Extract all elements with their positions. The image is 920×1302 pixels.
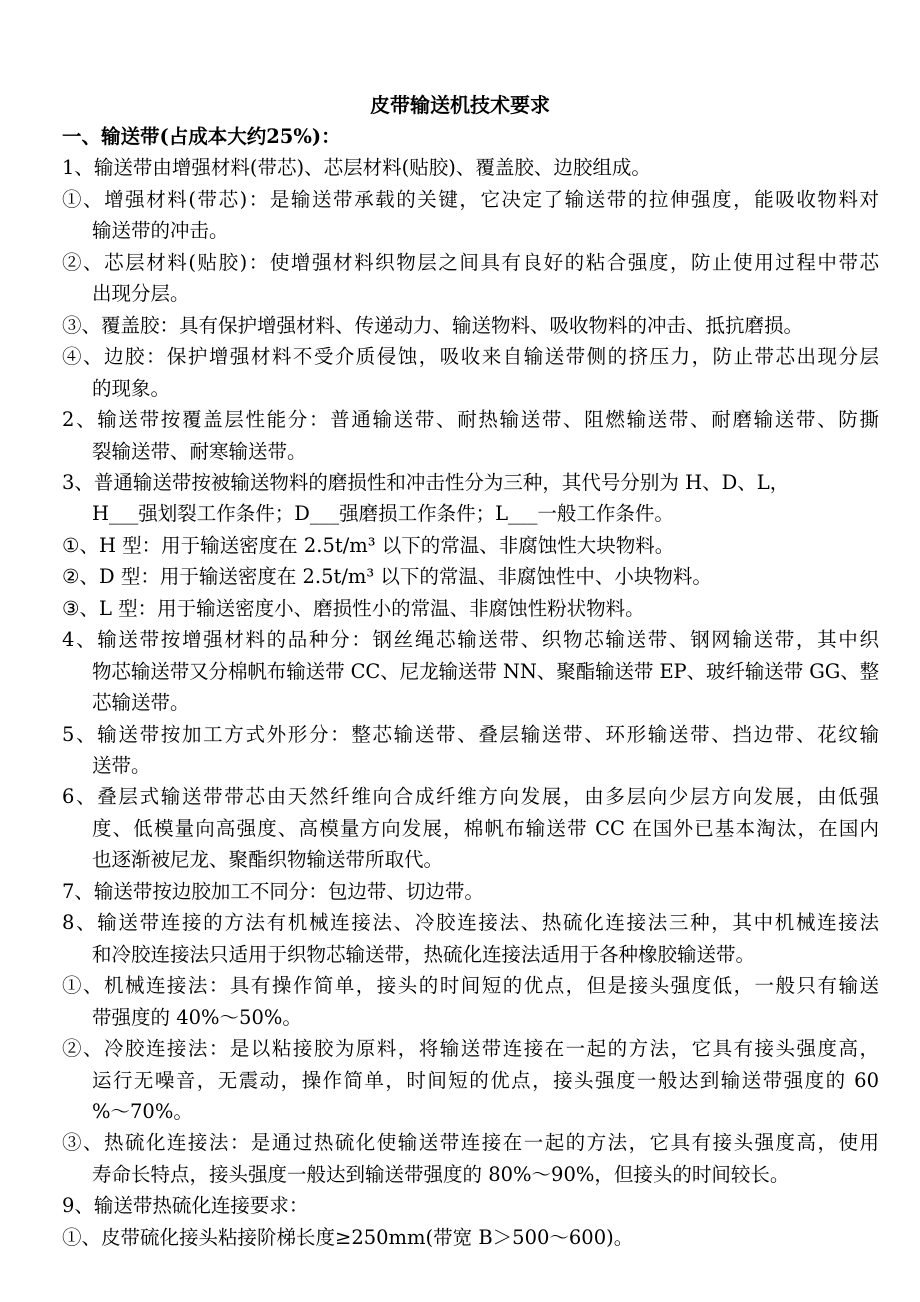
document-title: 皮带输送机技术要求 <box>370 93 550 117</box>
text-line: ③、L 型：用于输送密度小、磨损性小的常温、非腐蚀性粉状物料。 <box>62 596 645 620</box>
text-line: 芯输送带。 <box>92 691 190 715</box>
text-line: 裂输送带、耐寒输送带。 <box>92 439 307 463</box>
text-line: ①、增强材料(带芯)：是输送带承载的关键，它决定了输送带的拉伸强度，能吸收物料对 <box>62 187 879 211</box>
text-line: 7、输送带按边胶加工不同分：包边带、切边带。 <box>62 879 484 903</box>
text-line: 寿命长特点，接头强度一般达到输送带强度的 80%～90%，但接头的时间较长。 <box>92 1162 790 1186</box>
text-line: ①、皮带硫化接头粘接阶梯长度≥250mm(带宽 B＞500～600)。 <box>62 1225 634 1249</box>
text-line: 9、输送带热硫化连接要求： <box>62 1194 309 1218</box>
text-line: ③、热硫化连接法：是通过热硫化使输送带连接在一起的方法，它具有接头强度高，使用 <box>62 1131 879 1155</box>
text-line: 送带。 <box>92 754 151 777</box>
text-line: 2、输送带按覆盖层性能分：普通输送带、耐热输送带、阻燃输送带、耐磨输送带、防撕 <box>62 408 879 432</box>
text-line: 出现分层。 <box>92 282 190 306</box>
text-line: 和冷胶连接法只适用于织物芯输送带，热硫化连接法适用于各种橡胶输送带。 <box>92 942 756 966</box>
text-line: ①、机械连接法：具有操作简单，接头的时间短的优点，但是接头强度低，一般只有输送 <box>62 974 879 998</box>
text-line: H___强划裂工作条件；D___强磨损工作条件；L___一般工作条件。 <box>92 502 674 526</box>
text-line: ②、芯层材料(贴胶)：使增强材料织物层之间具有良好的粘合强度，防止使用过程中带芯 <box>62 250 879 274</box>
text-line: ④、边胶：保护增强材料不受介质侵蚀，吸收来自输送带侧的挤压力，防止带芯出现分层 <box>62 345 879 369</box>
text-line: 的现象。 <box>92 376 171 400</box>
text-line: 物芯输送带又分棉帆布输送带 CC、尼龙输送带 NN、聚酯输送带 EP、玻纤输送带 GG、整 <box>92 659 879 683</box>
text-line: 也逐渐被尼龙、聚酯织物输送带所取代。 <box>92 848 444 872</box>
text-line: 输送带的冲击。 <box>92 219 229 243</box>
text-line: 运行无噪音，无震动，操作简单，时间短的优点，接头强度一般达到输送带强度的 60 <box>92 1068 879 1092</box>
section-heading: 一、输送带(占成本大约25%)： <box>62 125 341 148</box>
text-line: ③、覆盖胶：具有保护增强材料、传递动力、输送物料、吸收物料的冲击、抵抗磨损。 <box>62 313 804 337</box>
text-line: ②、D 型：用于输送密度在 2.5t/m³ 以下的常温、非腐蚀性中、小块物料。 <box>62 565 712 589</box>
text-line: %～70%。 <box>92 1099 193 1123</box>
text-line: 5、输送带按加工方式外形分：整芯输送带、叠层输送带、环形输送带、挡边带、花纹输 <box>62 722 879 746</box>
text-line: 8、输送带连接的方法有机械连接法、冷胶连接法、热硫化连接法三种，其中机械连接法 <box>62 911 879 935</box>
text-line: 4、输送带按增强材料的品种分：钢丝绳芯输送带、织物芯输送带、钢网输送带，其中织 <box>62 628 879 652</box>
text-line: ①、H 型：用于输送密度在 2.5t/m³ 以下的常温、非腐蚀性大块物料。 <box>62 533 675 557</box>
text-line: 度、低模量向高强度、高模量方向发展，棉帆布输送带 CC 在国外已基本淘汰，在国内 <box>92 816 879 840</box>
text-line: 3、普通输送带按被输送物料的磨损性和冲击性分为三种，其代号分别为 H、D、L， <box>62 470 790 494</box>
text-line: 带强度的 40%～50%。 <box>92 1005 302 1029</box>
text-line: ②、冷胶连接法：是以粘接胶为原料，将输送带连接在一起的方法，它具有接头强度高， <box>62 1037 879 1061</box>
text-line: 1、输送带由增强材料(带芯)、芯层材料(贴胶)、覆盖胶、边胶组成。 <box>62 156 651 180</box>
text-line: 6、叠层式输送带带芯由天然纤维向合成纤维方向发展，由多层向少层方向发展，由低强 <box>62 785 879 809</box>
